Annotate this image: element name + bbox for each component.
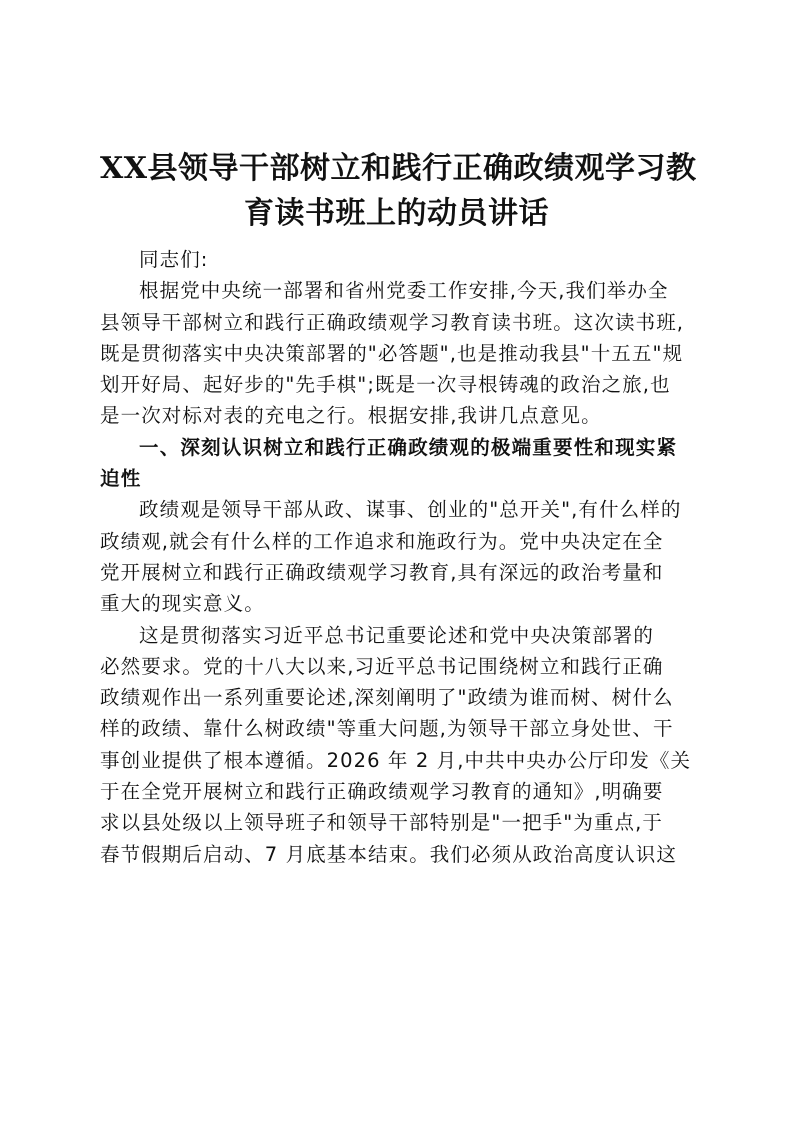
document-title [100,146,697,236]
paragraph-line: 既是贯彻落实中央决策部署的"必答题",也是推动我县"十五五"规 [100,341,684,365]
section-heading [100,432,696,495]
paragraph-line: 县领导干部树立和践行正确政绩观学习教育读书班。这次读书班, [100,310,685,334]
title-line: 育读书班上的动员讲话 [244,196,549,231]
paragraph-line: 根据党中央统一部署和省州党委工作安排,今天,我们举办全 [139,279,669,303]
paragraph-line: 样的政绩、靠什么树政绩"等重大问题,为领导干部立身处世、干 [100,717,674,741]
paragraph [100,620,696,870]
paragraph-line: 这是贯彻落实习近平总书记重要论述和党中央决策部署的 [139,623,655,647]
paragraph-line: 于在全党开展树立和践行正确政绩观学习教育的通知》,明确要 [100,780,664,804]
paragraph-line: 政绩观是领导干部从政、谋事、创业的"总开关",有什么样的 [139,498,682,522]
paragraph-line: 是一次对标对表的充电之行。根据安排,我讲几点意见。 [100,404,602,428]
paragraph-line: 必然要求。党的十八大以来,习近平总书记围绕树立和践行正确 [100,654,664,678]
paragraph-line: 求以县处级以上领导班子和领导干部特别是"一把手"为重点,于 [100,811,664,835]
paragraph [100,494,696,619]
heading-line: 一、深刻认识树立和践行正确政绩观的极端重要性和现实紧 [139,435,678,459]
paragraph [100,275,696,431]
paragraph-line: 政绩观作出一系列重要论述,深刻阐明了"政绩为谁而树、树什么 [100,686,674,710]
document-body [100,244,696,870]
paragraph-line: 党开展树立和践行正确政绩观学习教育,具有深远的政治考量和 [100,560,664,584]
salutation: 同志们: [139,248,209,271]
heading-line: 迫性 [100,467,142,491]
paragraph-line: 春节假期后启动、7 月底基本结束。我们必须从政治高度认识这 [100,842,678,866]
paragraph-line: 事创业提供了根本遵循。2026 年 2 月,中共中央办公厅印发《关 [100,748,692,772]
paragraph-line: 重大的现实意义。 [100,592,265,616]
title-line: XX县领导干部树立和践行正确政绩观学习教 [100,151,697,186]
paragraph-line: 划开好局、起好步的"先手棋";既是一次寻根铸魂的政治之旅,也 [100,373,671,397]
paragraph-line: 政绩观,就会有什么样的工作追求和施政行为。党中央决定在全 [100,529,664,553]
